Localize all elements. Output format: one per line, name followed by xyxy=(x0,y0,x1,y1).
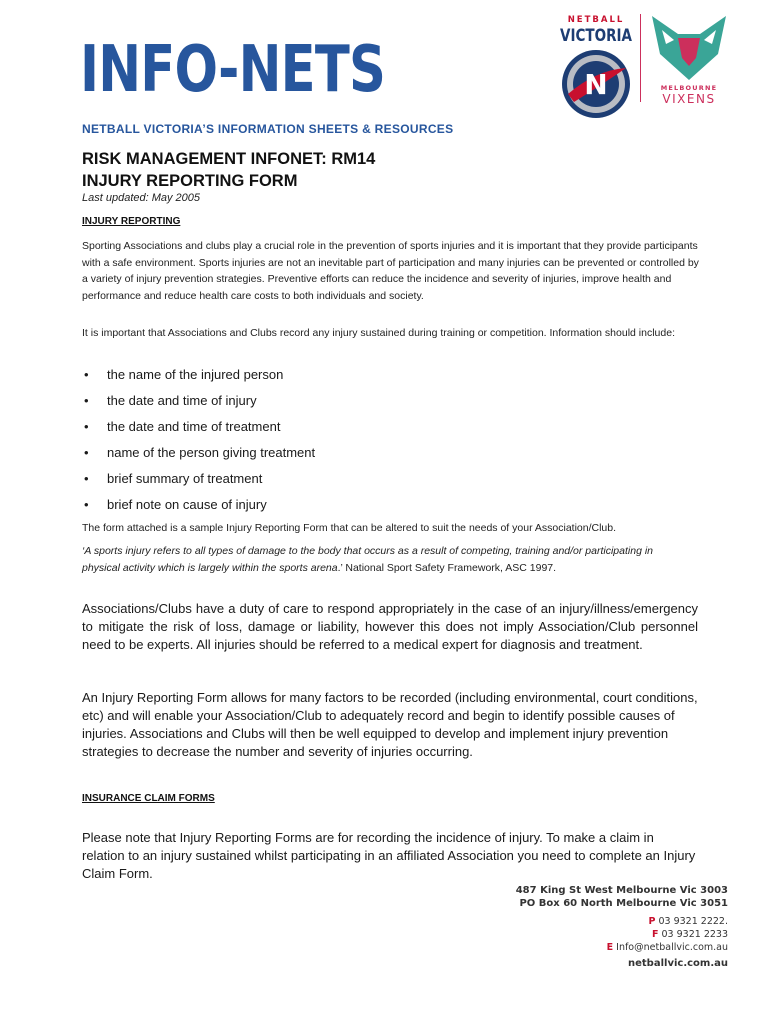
phone-line xyxy=(516,915,728,928)
email-label: E xyxy=(606,942,614,953)
information-list xyxy=(82,362,702,518)
duty-of-care-paragraph: Associations/Clubs have a duty of care to respond appropriately in the case of an injury/illness/emergency to mitigate the risk of loss, damage or liability, however this does not imply Association/Club personnel need to be experts. All injuries should be referred to a medical expert for diagnosis and treatment. xyxy=(82,601,698,652)
contact-block xyxy=(516,884,728,970)
list-item: • brief summary of treatment xyxy=(84,471,263,486)
logo-divider xyxy=(640,14,641,102)
logo-netball-word: NETBALL xyxy=(567,15,625,25)
list-item: • name of the person giving treatment xyxy=(84,445,316,460)
brand-title: INFO-NETS xyxy=(80,33,386,107)
email-link[interactable]: Info@netballvic.com.au xyxy=(616,942,728,953)
list-item: • the date and time of treatment xyxy=(84,419,281,434)
quote-source-text: .’ National Sport Safety Framework, ASC 1997. xyxy=(337,561,557,574)
address-line-1: 487 King St West Melbourne Vic 3003 xyxy=(515,885,728,896)
phone-label: P xyxy=(648,916,656,927)
list-item: • the date and time of injury xyxy=(84,393,257,408)
website-link[interactable]: netballvic.com.au xyxy=(628,958,728,969)
document-title-line1: RISK MANAGEMENT INFONET: RM14 xyxy=(82,150,376,168)
reporting-form-paragraph: An Injury Reporting Form allows for many factors to be recorded (including environmental, court conditions, etc) and will enable your Association/Club to adequately record and begin to identify possible causes of injuries. Associations and Clubs will then be well equipped to develop and implement injury prevention strategies to decrease the number and severity of injuries occurring. xyxy=(82,690,698,759)
logo-vixens-word: VIXENS xyxy=(662,92,716,106)
form-note-paragraph: The form attached is a sample Injury Reporting Form that can be altered to suit the needs of your Association/Club. xyxy=(82,522,617,534)
insurance-paragraph: Please note that Injury Reporting Forms are for recording the incidence of injury. To make a claim in relation to an injury sustained whilst participating in an affiliated Association you need to complete an Injury Claim Form. xyxy=(82,830,696,881)
document-title xyxy=(82,148,375,192)
record-paragraph: It is important that Associations and Clubs record any injury sustained during training or competition. Information should include: xyxy=(82,327,675,339)
last-updated: Last updated: May 2005 xyxy=(82,192,201,204)
quote-italic-text: ‘A sports injury refers to all types of damage to the body that occurs as a result of competing, training and/or participating in physical activity which is largely within the sports arena xyxy=(82,545,653,574)
fax-number: 03 9321 2233 xyxy=(661,929,728,940)
intro-paragraph: Sporting Associations and clubs play a crucial role in the prevention of sports injuries and it is important that they provide participants with a safe environment. Sports injuries are not an inevitable part of participation and many injuries can be prevented or controlled by a variety of injury prevention strategies. Preventive efforts can reduce the incidence and severity of injuries, improve health and performance and reduce health care costs to both individuals and society. xyxy=(82,240,699,302)
phone-number: 03 9321 2222. xyxy=(658,916,728,927)
email-line xyxy=(516,941,728,954)
logo-victoria-word: VICTORIA xyxy=(560,26,633,46)
list-item: • the name of the injured person xyxy=(84,367,284,382)
melbourne-vixens-logo xyxy=(648,12,730,104)
fax-line xyxy=(516,928,728,941)
insurance-heading: INSURANCE CLAIM FORMS xyxy=(82,793,215,804)
list-item: • brief note on cause of injury xyxy=(84,497,267,512)
definition-quote xyxy=(82,543,682,576)
address-line-2: PO Box 60 North Melbourne Vic 3051 xyxy=(519,898,728,909)
document-title-line2: INJURY REPORTING FORM xyxy=(82,172,298,190)
logo-emblem-letter: N xyxy=(584,68,608,101)
netball-victoria-logo xyxy=(554,10,638,124)
fax-label: F xyxy=(651,929,659,940)
page-subtitle: NETBALL VICTORIA’S INFORMATION SHEETS & RESOURCES xyxy=(82,122,454,136)
logo-melbourne-word: MELBOURNE xyxy=(660,84,718,92)
injury-reporting-heading: INJURY REPORTING xyxy=(82,216,181,227)
